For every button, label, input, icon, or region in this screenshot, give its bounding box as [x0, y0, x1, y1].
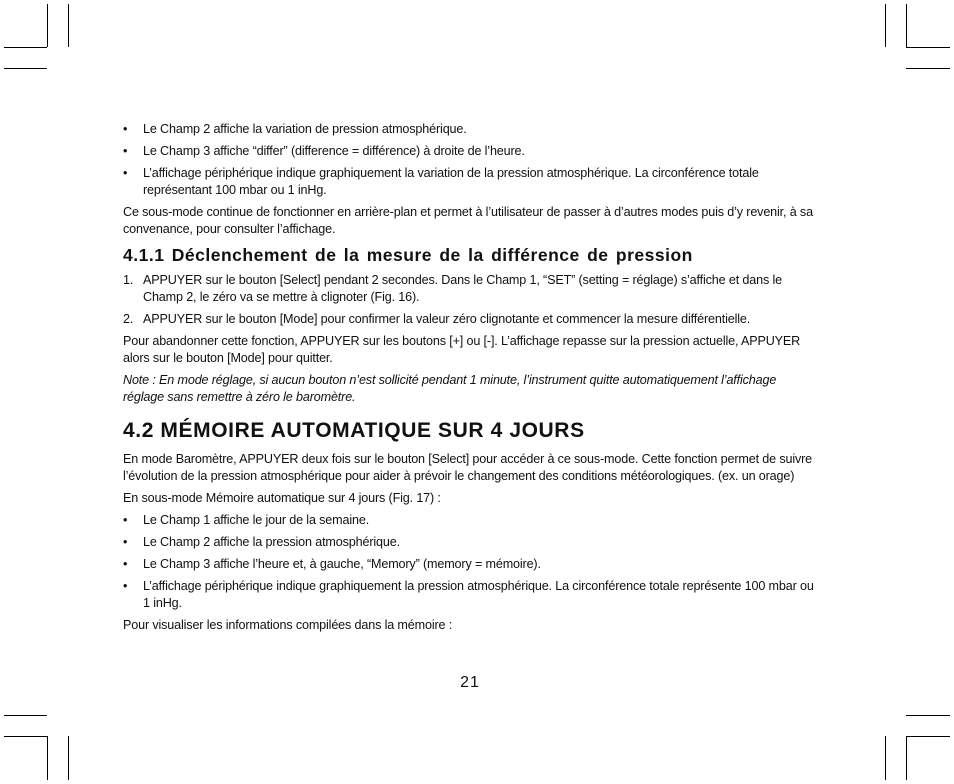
paragraph: Pour abandonner cette fonction, APPUYER sur les boutons [+] ou [-]. L’affichage repasse sur la pression actuelle, APPUYER alors sur le bouton [Mode] pour quitter.: [123, 334, 801, 365]
bullet-icon: •: [123, 166, 128, 180]
bullet-icon: •: [123, 122, 128, 136]
bullet-icon: •: [123, 557, 128, 571]
crop-mark: [47, 736, 48, 780]
bullet-list: [123, 121, 820, 199]
list-item: [123, 578, 820, 612]
page-number: 21: [460, 674, 480, 691]
step-text: APPUYER sur le bouton [Select] pendant 2 secondes. Dans le Champ 1, “SET” (setting = réglage) s’affiche et dans le Champ 2, le zéro va se mettre à clignoter (Fig. 16).: [143, 273, 782, 304]
list-item: [123, 512, 820, 529]
step-item: [123, 311, 820, 328]
list-item-text: L’affichage périphérique indique graphiquement la pression atmosphérique. La circonférence totale représente 100 mbar ou 1 inHg.: [143, 579, 814, 610]
section-heading: 4.1.1 Déclenchement de la mesure de la différence de pression: [123, 245, 693, 265]
list-item: [123, 143, 820, 160]
paragraph: En mode Baromètre, APPUYER deux fois sur le bouton [Select] pour accéder à ce sous-mode. Cette fonction permet de suivre l’évolution de la pression atmosphérique pour aider à prévoir le changement des conditions météorologiques. (ex. un orage): [123, 452, 813, 483]
crop-mark: [906, 736, 950, 737]
paragraph: Pour visualiser les informations compilées dans la mémoire :: [123, 618, 453, 632]
list-item-text: Le Champ 2 affiche la variation de pression atmosphérique.: [143, 122, 467, 136]
paragraph: Ce sous-mode continue de fonctionner en arrière-plan et permet à l’utilisateur de passer à d’autres modes puis d’y revenir, à sa convenance, pour consulter l’affichage.: [123, 205, 813, 236]
crop-mark: [4, 715, 47, 716]
section-title: 4.2 MÉMOIRE AUTOMATIQUE SUR 4 JOURS: [123, 419, 585, 442]
bullet-icon: •: [123, 535, 128, 549]
list-item-text: Le Champ 1 affiche le jour de la semaine.: [143, 513, 370, 527]
list-item: [123, 121, 820, 138]
note: Note : En mode réglage, si aucun bouton n’est sollicité pendant 1 minute, l’instrument quitte automatiquement l’affichage réglage sans remettre à zéro le baromètre.: [123, 373, 777, 404]
crop-mark: [68, 736, 69, 780]
crop-mark: [4, 47, 47, 48]
crop-mark: [4, 736, 47, 737]
crop-mark: [47, 4, 48, 47]
crop-mark: [906, 736, 907, 780]
crop-mark: [4, 68, 47, 69]
list-item-text: Le Champ 3 affiche l’heure et, à gauche, “Memory” (memory = mémoire).: [143, 557, 541, 571]
bullet-icon: •: [123, 144, 128, 158]
list-item: [123, 556, 820, 573]
step-item: [123, 272, 820, 306]
page-content: [123, 121, 820, 639]
bullet-icon: •: [123, 579, 128, 593]
list-item-text: Le Champ 3 affiche “differ” (difference = différence) à droite de l’heure.: [143, 144, 525, 158]
step-number: 1.: [123, 273, 134, 287]
crop-mark: [906, 4, 907, 47]
list-item: [123, 534, 820, 551]
step-number: 2.: [123, 312, 134, 326]
bullet-list: [123, 512, 820, 612]
crop-mark: [906, 715, 950, 716]
step-list: [123, 272, 820, 328]
crop-mark: [68, 4, 69, 47]
crop-mark: [885, 736, 886, 780]
list-item-text: L’affichage périphérique indique graphiquement la variation de la pression atmosphérique. La circonférence totale représentant 100 mbar ou 1 inHg.: [143, 166, 759, 197]
crop-mark: [906, 47, 950, 48]
bullet-icon: •: [123, 513, 128, 527]
list-item: [123, 165, 820, 199]
paragraph: En sous-mode Mémoire automatique sur 4 jours (Fig. 17) :: [123, 491, 441, 505]
crop-mark: [885, 4, 886, 47]
step-text: APPUYER sur le bouton [Mode] pour confirmer la valeur zéro clignotante et commencer la mesure différentielle.: [143, 312, 751, 326]
crop-mark: [906, 68, 950, 69]
list-item-text: Le Champ 2 affiche la pression atmosphérique.: [143, 535, 400, 549]
